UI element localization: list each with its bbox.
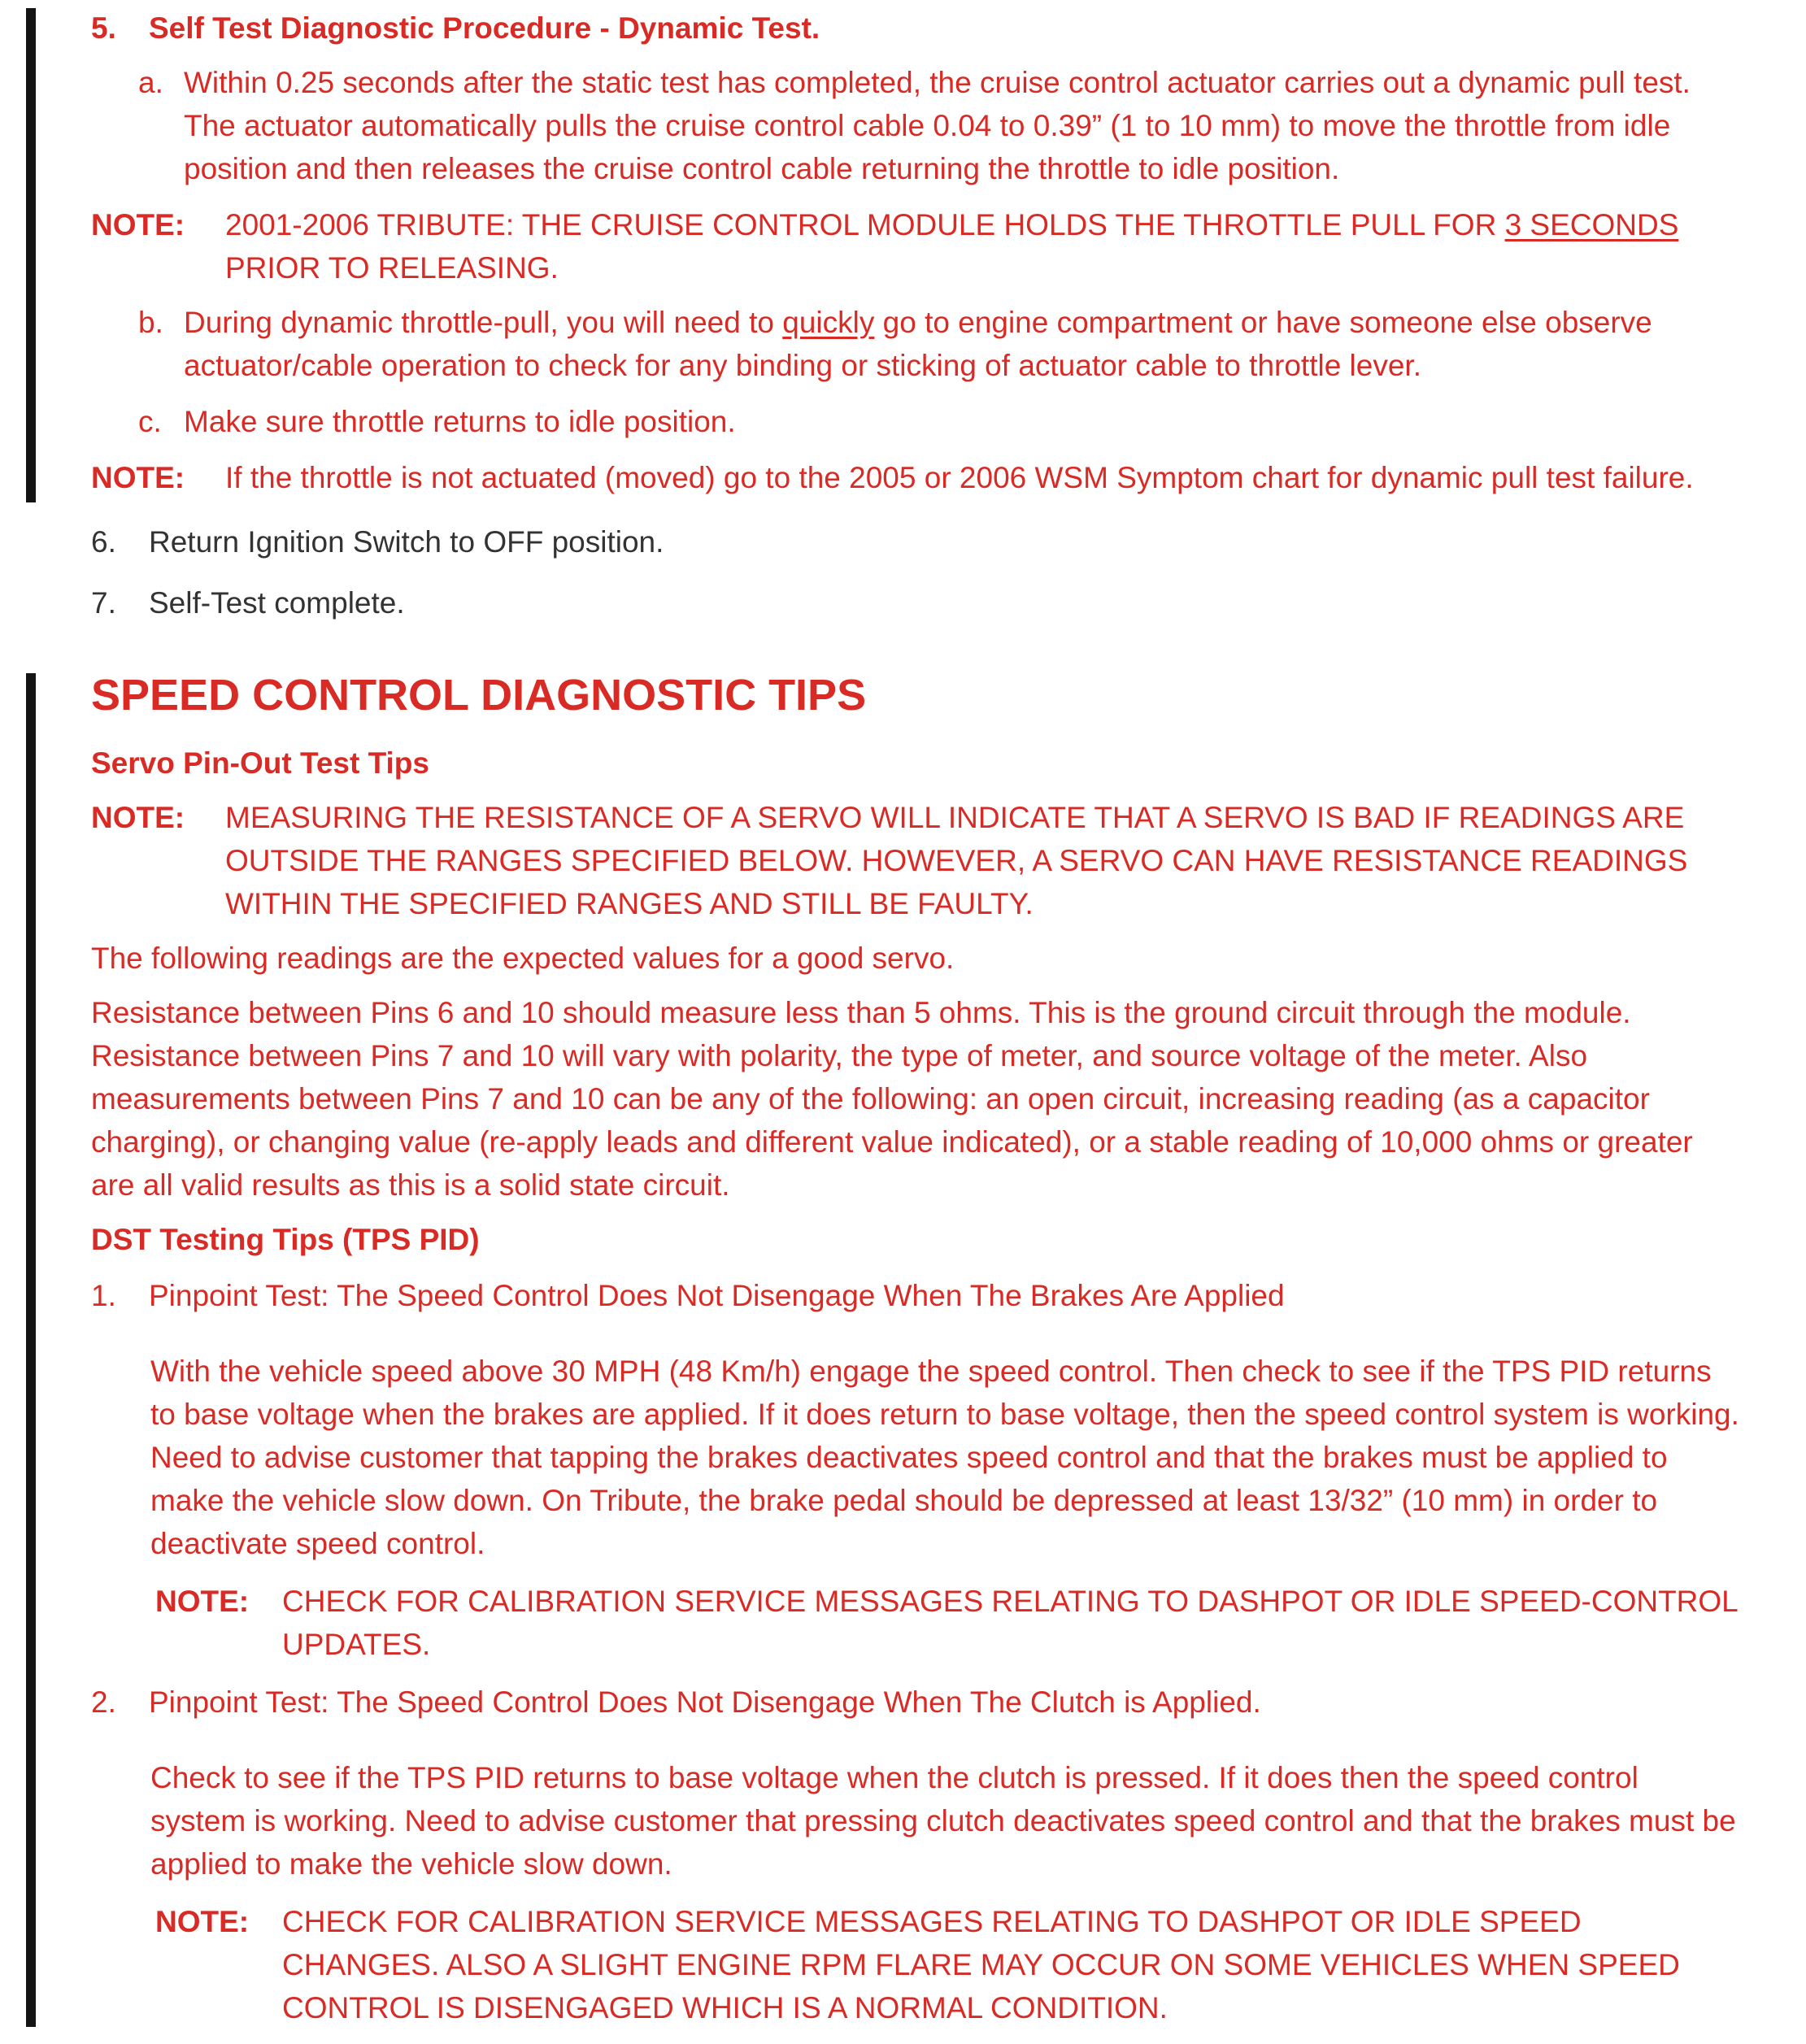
subheading-dst-testing-tips: DST Testing Tips (TPS PID)	[91, 1223, 480, 1256]
pinpoint-test-2-body: Check to see if the TPS PID returns to base voltage when the clutch is pressed. If it does then the speed control system is working. Need to advise customer that pressing clutch deactivates speed control and that the brakes must be applied to make the vehicle slow down.	[150, 1761, 1736, 1881]
step-7	[0, 581, 1741, 624]
substep-b-letter: b.	[138, 306, 163, 339]
substep-a	[0, 61, 1741, 190]
step-6-text: Return Ignition Switch to OFF position.	[149, 525, 664, 559]
note-label: NOTE:	[155, 1905, 250, 1938]
note-text: If the throttle is not actuated (moved) go to the 2005 or 2006 WSM Symptom chart for dynamic pull test failure.	[225, 461, 1694, 494]
note-servo-resistance	[0, 796, 1757, 925]
paragraph-pin-resistance-readings: Resistance between Pins 6 and 10 should measure less than 5 ohms. This is the ground circuit through the module. Resistance between Pins 7 and 10 will vary with polarity, the type of meter, and source voltage of the meter. Also measurements between Pins 7 and 10 can be any of the following: an open circuit, increasing reading (as a capacitor charging), or changing value (re-apply leads and different value indicated), or a stable reading of 10,000 ohms or greater are all valid results as this is a solid state circuit.	[91, 996, 1693, 1202]
note-text-pre: 2001-2006 TRIBUTE: THE CRUISE CONTROL MODULE HOLDS THE THROTTLE PULL FOR	[225, 208, 1505, 241]
note-text: CHECK FOR CALIBRATION SERVICE MESSAGES RELATING TO DASHPOT OR IDLE SPEED CHANGES. ALSO A SLIGHT ENGINE RPM FLARE MAY OCCUR ON SOME VEHICLES WHEN SPEED CONTROL IS DISENGAGED WHICH IS A NORMAL CONDITION.	[282, 1905, 1680, 2024]
step-6-number: 6.	[91, 525, 116, 559]
substep-c	[0, 400, 1741, 443]
pinpoint-test-2-number: 2.	[91, 1685, 116, 1719]
note-text: MEASURING THE RESISTANCE OF A SERVO WILL INDICATE THAT A SERVO IS BAD IF READINGS ARE OUTSIDE THE RANGES SPECIFIED BELOW. HOWEVER, A SERVO CAN HAVE RESISTANCE READINGS WITHIN THE SPECIFIED RANGES AND STILL BE FAULTY.	[225, 801, 1688, 920]
note-calibration-rpm-flare	[0, 1900, 1741, 2029]
step-6	[0, 520, 1741, 563]
note-calibration-dashpot-updates	[0, 1580, 1741, 1666]
step-7-text: Self-Test complete.	[149, 586, 405, 620]
note-text-post: PRIOR TO RELEASING.	[225, 251, 559, 285]
note-text: CHECK FOR CALIBRATION SERVICE MESSAGES RELATING TO DASHPOT OR IDLE SPEED-CONTROL UPDATES.	[282, 1585, 1738, 1661]
substep-b-text-underlined: quickly	[782, 306, 875, 339]
pinpoint-test-2-title: Pinpoint Test: The Speed Control Does Not Disengage When The Clutch is Applied.	[149, 1685, 1261, 1719]
note-label: NOTE:	[155, 1585, 250, 1618]
note-label: NOTE:	[91, 208, 185, 241]
pinpoint-test-1-title: Pinpoint Test: The Speed Control Does Not Disengage When The Brakes Are Applied	[149, 1279, 1285, 1312]
substep-c-text: Make sure throttle returns to idle position.	[184, 405, 736, 438]
service-document-page	[0, 7, 1806, 2044]
substep-c-letter: c.	[138, 405, 162, 438]
pinpoint-test-1-heading	[0, 1274, 1741, 1317]
section-title-speed-control-diagnostic-tips: SPEED CONTROL DIAGNOSTIC TIPS	[91, 671, 867, 720]
subheading-servo-pin-out-test-tips: Servo Pin-Out Test Tips	[91, 746, 429, 780]
substep-b	[0, 301, 1741, 387]
step-5-heading	[0, 7, 1741, 50]
paragraph-expected-values: The following readings are the expected values for a good servo.	[91, 942, 955, 975]
pinpoint-test-2-heading	[0, 1681, 1741, 1724]
substep-b-text-post: go to engine compartment or have someone else observe actuator/cable operation to check for any binding or sticking of actuator cable to throttle lever.	[184, 306, 1652, 382]
substep-b-text-pre: During dynamic throttle-pull, you will need to	[184, 306, 783, 339]
note-throttle-not-actuated	[0, 456, 1757, 499]
pinpoint-test-1-body: With the vehicle speed above 30 MPH (48 Km/h) engage the speed control. Then check to see if the TPS PID returns to base voltage when the brakes are applied. If it does return to base voltage, then the speed control system is working. Need to advise customer that tapping the brakes deactivates speed control and that the brakes must be applied to make the vehicle slow down. On Tribute, the brake pedal should be depressed at least 13/32” (10 mm) in order to deactivate speed control.	[150, 1355, 1739, 1560]
note-text-underlined: 3 SECONDS	[1504, 208, 1679, 241]
note-throttle-pull-duration	[0, 203, 1757, 289]
note-label: NOTE:	[91, 801, 185, 834]
step-7-number: 7.	[91, 586, 116, 620]
step-5-title: Self Test Diagnostic Procedure - Dynamic Test.	[149, 11, 820, 45]
substep-a-letter: a.	[138, 66, 163, 99]
note-label: NOTE:	[91, 461, 185, 494]
step-5-number: 5.	[91, 11, 116, 45]
pinpoint-test-1-number: 1.	[91, 1279, 116, 1312]
substep-a-text: Within 0.25 seconds after the static test has completed, the cruise control actuator carries out a dynamic pull test. The actuator automatically pulls the cruise control cable 0.04 to 0.39” (1 to 10 mm) to move the throttle from idle position and then releases the cruise control cable returning the throttle to idle position.	[184, 66, 1691, 185]
